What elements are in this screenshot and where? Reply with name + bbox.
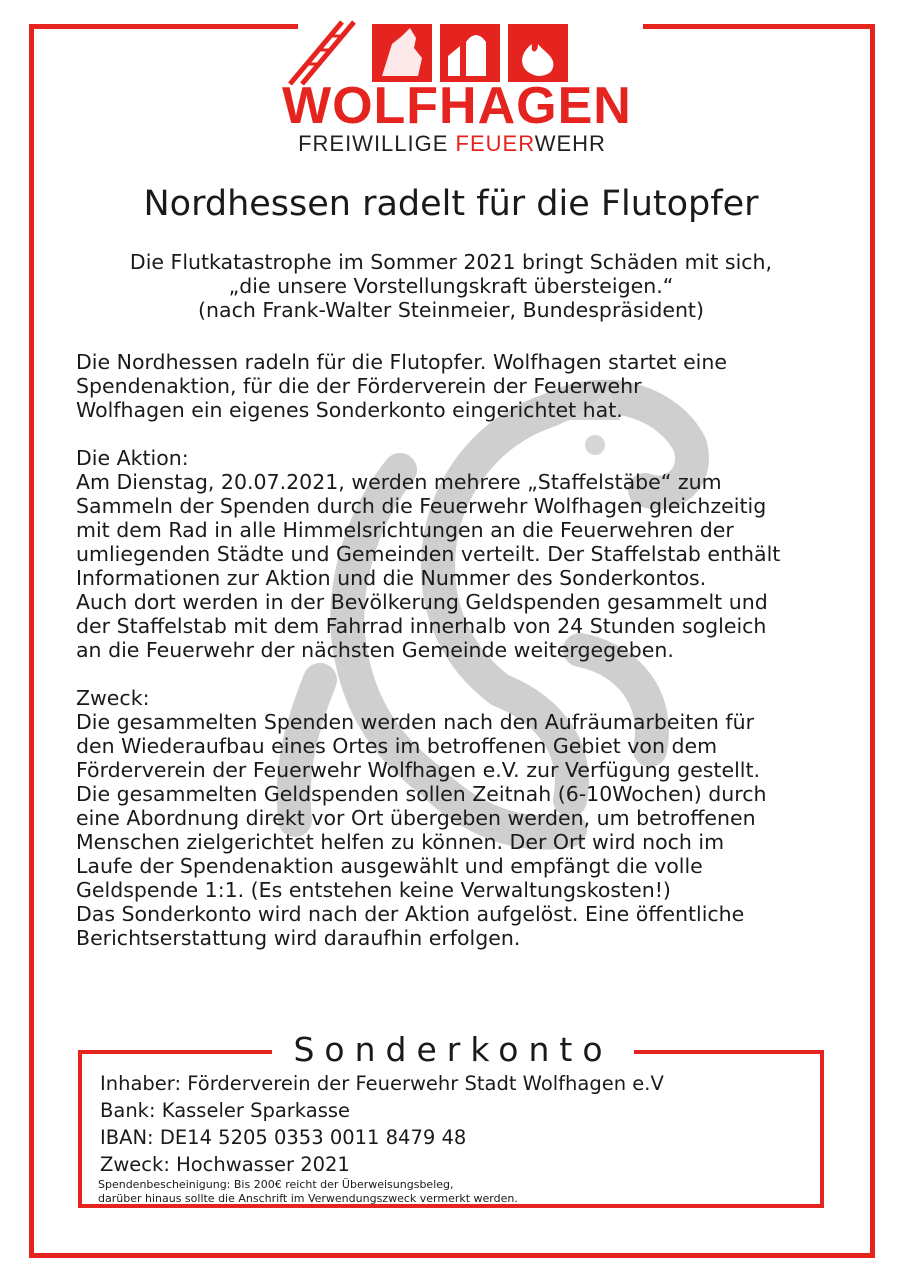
zweck-line: Berichtserstattung wird daraufhin erfolgen. [76, 926, 521, 950]
zweck-line: Förderverein der Feuerwehr Wolfhagen e.V. zur Verfügung gestellt. [76, 758, 761, 782]
konto-title: Sonderkonto [272, 1028, 634, 1072]
konto-iban: IBAN: DE14 5205 0353 0011 8479 48 [100, 1126, 467, 1149]
zweck-line: Laufe der Spendenaktion ausgewählt und empfängt die volle [76, 854, 703, 878]
aktion-line: umliegenden Städte und Gemeinden verteilt. Der Staffelstab enthält [76, 542, 781, 566]
konto-note-line: Spendenbescheinigung: Bis 200€ reicht der Überweisungsbeleg, [98, 1178, 454, 1191]
konto-frame-right [820, 1050, 824, 1208]
logo-subtitle-part1: FREIWILLIGE [298, 131, 456, 156]
body-text [76, 350, 836, 950]
frame-top-right [643, 24, 875, 29]
zweck-line: Menschen zielgerichtet helfen zu können. Der Ort wird noch im [76, 830, 725, 854]
aktion-line: Sammeln der Spenden durch die Feuerwehr Wolfhagen gleichzeitig [76, 494, 767, 518]
quote-line: Die Flutkatastrophe im Sommer 2021 bringt Schäden mit sich, [129, 250, 773, 274]
konto-note [98, 1178, 818, 1206]
konto-inhaber: Inhaber: Förderverein der Feuerwehr Stadt Wolfhagen e.V [100, 1072, 664, 1095]
logo-subtitle-part3: WEHR [534, 131, 606, 156]
aktion-line: Informationen zur Aktion und die Nummer des Sonderkontos. [76, 566, 707, 590]
zweck-line: Geldspende 1:1. (Es entstehen keine Verwaltungskosten!) [76, 878, 671, 902]
aktion-line: der Staffelstab mit dem Fahrrad innerhalb von 24 Stunden sogleich [76, 614, 767, 638]
logo-subtitle [282, 133, 622, 155]
page-title: Nordhessen radelt für die Flutopfer [143, 184, 759, 224]
logo-wordmark: WOLFHAGEN [282, 77, 632, 135]
intro-line: Wolfhagen ein eigenes Sonderkonto eingerichtet hat. [76, 398, 623, 422]
aktion-heading: Die Aktion: [76, 446, 189, 470]
konto-frame-left [78, 1050, 82, 1208]
frame-left [29, 24, 34, 1258]
intro-line: Die Nordhessen radeln für die Flutopfer. Wolfhagen startet eine [76, 350, 727, 374]
intro-line: Spendenaktion, für die der Förderverein der Feuerwehr [76, 374, 642, 398]
zweck-line: Das Sonderkonto wird nach der Aktion aufgelöst. Eine öffentliche [76, 902, 745, 926]
konto-zweck: Zweck: Hochwasser 2021 [100, 1153, 350, 1176]
konto-details [100, 1070, 800, 1178]
zweck-line: Die gesammelten Geldspenden sollen Zeitnah (6-10Wochen) durch [76, 782, 767, 806]
frame-right [870, 24, 875, 1258]
quote-block [40, 250, 862, 322]
quote-line: (nach Frank-Walter Steinmeier, Bundespräsident) [198, 298, 704, 322]
frame-bottom [29, 1253, 875, 1258]
konto-bank: Bank: Kasseler Sparkasse [100, 1099, 351, 1122]
frame-top-left [29, 24, 298, 29]
zweck-line: den Wiederaufbau eines Ortes im betroffenen Gebiet von dem [76, 734, 718, 758]
quote-line: „die unsere Vorstellungskraft übersteigen.“ [228, 274, 674, 298]
zweck-line: eine Abordnung direkt vor Ort übergeben werden, um betroffenen [76, 806, 756, 830]
aktion-line: an die Feuerwehr der nächsten Gemeinde weitergegeben. [76, 638, 674, 662]
aktion-line: Am Dienstag, 20.07.2021, werden mehrere „Staffelstäbe“ zum [76, 470, 722, 494]
konto-note-line: darüber hinaus sollte die Anschrift im Verwendungszweck vermerkt werden. [98, 1192, 518, 1205]
aktion-line: mit dem Rad in alle Himmelsrichtungen an die Feuerwehren der [76, 518, 734, 542]
zweck-line: Die gesammelten Spenden werden nach den Aufräumarbeiten für [76, 710, 754, 734]
aktion-line: Auch dort werden in der Bevölkerung Geldspenden gesammelt und [76, 590, 768, 614]
logo-subtitle-part2: FEUER [455, 131, 535, 156]
zweck-heading: Zweck: [76, 686, 150, 710]
